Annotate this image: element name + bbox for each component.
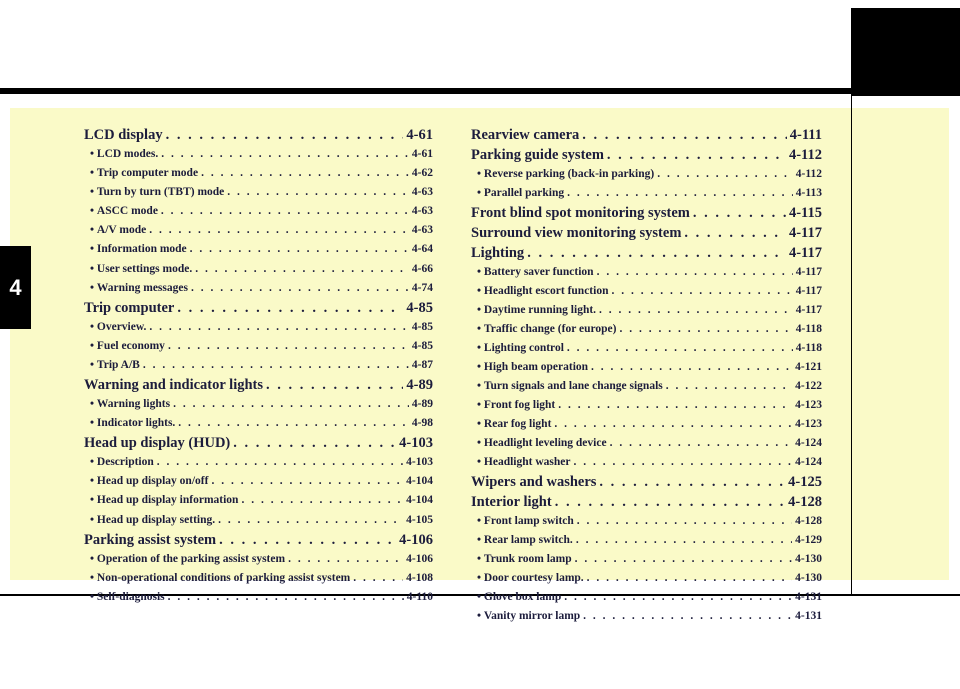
toc-entry-page: 4-118 bbox=[795, 342, 822, 354]
toc-entry-title: • Information mode bbox=[90, 240, 187, 259]
toc-dot-leader bbox=[657, 165, 793, 184]
toc-dot-leader bbox=[591, 358, 792, 377]
toc-entry-page: 4-117 bbox=[795, 285, 822, 297]
toc-entry-title: • Door courtesy lamp. bbox=[477, 569, 584, 588]
toc-entry-page: 4-61 bbox=[411, 148, 433, 160]
toc-entry-page: 4-66 bbox=[411, 262, 433, 275]
toc-subentry[interactable] bbox=[84, 260, 433, 279]
toc-entry-title: Wipers and washers bbox=[471, 474, 597, 490]
toc-section-entry[interactable] bbox=[84, 298, 433, 318]
toc-section-entry[interactable] bbox=[84, 125, 433, 145]
toc-subentry[interactable] bbox=[471, 434, 822, 453]
toc-entry-title: Head up display (HUD) bbox=[84, 435, 231, 452]
toc-subentry[interactable] bbox=[471, 453, 822, 472]
toc-dot-leader bbox=[233, 433, 396, 453]
toc-entry-title: • Trip computer mode bbox=[90, 164, 198, 183]
toc-dot-leader bbox=[599, 472, 785, 492]
toc-entry-page: 4-105 bbox=[406, 513, 433, 526]
toc-dot-leader bbox=[610, 434, 793, 453]
toc-dot-leader bbox=[157, 453, 403, 472]
toc-entry-page: 4-130 bbox=[795, 553, 822, 565]
toc-dot-leader bbox=[195, 260, 409, 279]
toc-subentry[interactable] bbox=[84, 318, 433, 337]
toc-dot-leader bbox=[575, 550, 792, 569]
toc-dot-leader bbox=[211, 472, 403, 491]
toc-dot-leader bbox=[576, 531, 792, 550]
toc-entry-page: 4-74 bbox=[411, 281, 433, 294]
toc-entry-title: • Headlight escort function bbox=[477, 282, 608, 301]
toc-entry-page: 4-117 bbox=[795, 304, 822, 316]
toc-entry-page: 4-124 bbox=[795, 456, 822, 468]
toc-entry-page: 4-113 bbox=[795, 187, 822, 199]
toc-subentry[interactable] bbox=[471, 512, 822, 531]
toc-subentry[interactable] bbox=[471, 184, 822, 203]
toc-entry-title: • Operation of the parking assist system bbox=[90, 550, 285, 569]
toc-dot-leader bbox=[611, 282, 792, 301]
toc-entry-title: • Traffic change (for europe) bbox=[477, 320, 616, 339]
toc-right-column bbox=[471, 125, 822, 626]
toc-section-entry[interactable] bbox=[471, 243, 822, 263]
toc-subentry[interactable] bbox=[84, 164, 433, 183]
toc-dot-leader bbox=[201, 164, 409, 183]
toc-entry-page: 4-85 bbox=[411, 339, 433, 352]
toc-entry-page: 4-98 bbox=[411, 417, 433, 430]
toc-entry-page: 4-129 bbox=[795, 534, 822, 546]
toc-entry-page: 4-123 bbox=[795, 399, 822, 411]
toc-dot-leader bbox=[599, 301, 793, 320]
toc-entry-title: • Turn by turn (TBT) mode bbox=[90, 183, 224, 202]
toc-dot-leader bbox=[619, 320, 792, 339]
toc-dot-leader bbox=[149, 318, 409, 337]
toc-section-entry[interactable] bbox=[471, 223, 822, 243]
toc-entry-page: 4-123 bbox=[795, 418, 822, 430]
toc-entry-page: 4-118 bbox=[795, 323, 822, 335]
toc-subentry[interactable] bbox=[471, 531, 822, 550]
toc-section-entry[interactable] bbox=[471, 492, 822, 512]
toc-entry-title: • Trip A/B bbox=[90, 356, 140, 375]
toc-subentry[interactable] bbox=[84, 588, 433, 607]
toc-dot-leader bbox=[190, 240, 409, 259]
toc-dot-leader bbox=[558, 396, 792, 415]
toc-entry-page: 4-87 bbox=[411, 358, 433, 371]
toc-entry-title: • Fuel economy bbox=[90, 337, 165, 356]
toc-subentry[interactable] bbox=[84, 453, 433, 472]
toc-subentry[interactable] bbox=[471, 301, 822, 320]
toc-subentry[interactable] bbox=[471, 282, 822, 301]
toc-dot-leader bbox=[583, 607, 792, 626]
toc-dot-leader bbox=[266, 375, 403, 395]
toc-dot-leader bbox=[168, 337, 409, 356]
toc-entry-title: • Headlight washer bbox=[477, 453, 570, 472]
toc-subentry[interactable] bbox=[84, 395, 433, 414]
toc-subentry[interactable] bbox=[471, 396, 822, 415]
toc-dot-leader bbox=[219, 530, 396, 550]
corner-tab-block bbox=[851, 8, 960, 96]
toc-entry-page: 4-104 bbox=[406, 494, 433, 507]
toc-dot-leader bbox=[161, 145, 409, 164]
toc-section-entry[interactable] bbox=[84, 375, 433, 395]
toc-dot-leader bbox=[693, 203, 786, 223]
toc-dot-leader bbox=[666, 377, 792, 396]
toc-subentry[interactable] bbox=[84, 337, 433, 356]
toc-entry-title: • Trunk room lamp bbox=[477, 550, 572, 569]
toc-subentry[interactable] bbox=[84, 221, 433, 240]
toc-entry-title: • Description bbox=[90, 453, 154, 472]
toc-section-entry[interactable] bbox=[84, 530, 433, 550]
toc-entry-page: 4-111 bbox=[789, 127, 822, 143]
toc-section-entry[interactable] bbox=[84, 433, 433, 453]
toc-section-entry[interactable] bbox=[471, 472, 822, 492]
toc-subentry[interactable] bbox=[84, 279, 433, 298]
toc-dot-leader bbox=[567, 339, 793, 358]
toc-entry-page: 4-106 bbox=[406, 552, 433, 565]
toc-subentry[interactable] bbox=[84, 511, 433, 530]
toc-dot-leader bbox=[577, 512, 792, 531]
toc-dot-leader bbox=[161, 202, 409, 221]
chapter-tab: 4 bbox=[0, 246, 31, 329]
toc-entry-title: • Head up display information bbox=[90, 491, 238, 510]
toc-entry-title: • Warning lights bbox=[90, 395, 170, 414]
toc-dot-leader bbox=[554, 415, 792, 434]
toc-entry-title: • ASCC mode bbox=[90, 202, 158, 221]
toc-dot-leader bbox=[573, 453, 792, 472]
toc-dot-leader bbox=[607, 145, 786, 165]
toc-entry-title: • Indicator lights. bbox=[90, 414, 175, 433]
toc-entry-title: • Parallel parking bbox=[477, 184, 564, 203]
toc-entry-page: 4-63 bbox=[411, 186, 433, 199]
toc-entry-title: • Rear fog light bbox=[477, 415, 551, 434]
toc-dot-leader bbox=[597, 263, 793, 282]
toc-entry-page: 4-85 bbox=[406, 299, 433, 316]
toc-entry-page: 4-128 bbox=[795, 515, 822, 527]
toc-dot-leader bbox=[241, 491, 403, 510]
toc-subentry[interactable] bbox=[471, 588, 822, 607]
toc-entry-page: 4-122 bbox=[795, 380, 822, 392]
toc-entry-title: Surround view monitoring system bbox=[471, 225, 682, 241]
toc-subentry[interactable] bbox=[471, 165, 822, 184]
toc-subentry[interactable] bbox=[471, 263, 822, 282]
toc-entry-title: • Reverse parking (back-in parking) bbox=[477, 165, 654, 184]
toc-dot-leader bbox=[173, 395, 409, 414]
toc-entry-title: • Turn signals and lane change signals bbox=[477, 377, 663, 396]
toc-entry-title: • A/V mode bbox=[90, 221, 146, 240]
toc-entry-title: Trip computer bbox=[84, 299, 175, 316]
toc-entry-title: • Rear lamp switch. bbox=[477, 531, 573, 550]
toc-entry-title: • Head up display on/off bbox=[90, 472, 208, 491]
toc-entry-title: • Front fog light bbox=[477, 396, 555, 415]
toc-entry-title: Parking guide system bbox=[471, 147, 604, 163]
toc-entry-page: 4-62 bbox=[411, 167, 433, 180]
toc-entry-page: 4-108 bbox=[406, 571, 433, 584]
toc-entry-page: 4-85 bbox=[411, 320, 433, 333]
toc-section-entry[interactable] bbox=[471, 203, 822, 223]
toc-dot-leader bbox=[353, 569, 403, 588]
toc-dot-leader bbox=[582, 125, 786, 145]
toc-entry-page: 4-130 bbox=[795, 572, 822, 584]
toc-subentry[interactable] bbox=[84, 145, 433, 164]
toc-entry-title: • Warning messages bbox=[90, 279, 188, 298]
toc-subentry[interactable] bbox=[84, 356, 433, 375]
toc-entry-title: • Self-diagnosis bbox=[90, 588, 165, 607]
toc-entry-page: 4-89 bbox=[411, 398, 433, 411]
toc-entry-title: • User settings mode. bbox=[90, 260, 192, 279]
toc-dot-leader bbox=[564, 588, 792, 607]
toc-entry-page: 4-103 bbox=[399, 435, 433, 452]
toc-left-column bbox=[84, 125, 433, 607]
toc-dot-leader bbox=[567, 184, 793, 203]
toc-entry-title: LCD display bbox=[84, 127, 163, 143]
toc-entry-title: • Lighting control bbox=[477, 339, 564, 358]
toc-entry-page: 4-115 bbox=[788, 205, 822, 221]
toc-entry-title: Rearview camera bbox=[471, 127, 580, 143]
toc-entry-title: • Front lamp switch bbox=[477, 512, 574, 531]
toc-subentry[interactable] bbox=[471, 339, 822, 358]
toc-entry-title: Interior light bbox=[471, 494, 552, 510]
toc-dot-leader bbox=[143, 356, 409, 375]
toc-entry-page: 4-131 bbox=[795, 610, 822, 622]
toc-entry-page: 4-112 bbox=[788, 147, 822, 163]
toc-section-entry[interactable] bbox=[471, 145, 822, 165]
toc-dot-leader bbox=[166, 125, 404, 145]
toc-dot-leader bbox=[587, 569, 792, 588]
toc-dot-leader bbox=[178, 414, 409, 433]
toc-entry-title: • Glove box lamp bbox=[477, 588, 561, 607]
toc-entry-page: 4-110 bbox=[406, 590, 433, 603]
toc-subentry[interactable] bbox=[471, 569, 822, 588]
toc-entry-page: 4-104 bbox=[406, 475, 433, 488]
toc-entry-page: 4-117 bbox=[788, 225, 822, 241]
toc-dot-leader bbox=[191, 279, 409, 298]
toc-entry-page: 4-117 bbox=[788, 245, 822, 261]
toc-entry-page: 4-63 bbox=[411, 205, 433, 218]
header-rule bbox=[0, 88, 960, 94]
toc-subentry[interactable] bbox=[84, 472, 433, 491]
toc-dot-leader bbox=[288, 550, 403, 569]
toc-entry-page: 4-124 bbox=[795, 437, 822, 449]
toc-entry-title: • Vanity mirror lamp bbox=[477, 607, 580, 626]
toc-section-entry[interactable] bbox=[471, 125, 822, 145]
toc-entry-page: 4-112 bbox=[795, 168, 822, 180]
toc-entry-title: • Battery saver function bbox=[477, 263, 594, 282]
toc-entry-title: Warning and indicator lights bbox=[84, 377, 264, 394]
toc-subentry[interactable] bbox=[84, 240, 433, 259]
toc-entry-title: Lighting bbox=[471, 245, 525, 261]
toc-dot-leader bbox=[527, 243, 786, 263]
toc-entry-page: 4-64 bbox=[411, 243, 433, 256]
toc-dot-leader bbox=[177, 298, 403, 318]
toc-entry-page: 4-89 bbox=[406, 377, 433, 394]
toc-subentry[interactable] bbox=[471, 320, 822, 339]
toc-dot-leader bbox=[227, 183, 409, 202]
toc-dot-leader bbox=[555, 492, 785, 512]
toc-dot-leader bbox=[218, 511, 403, 530]
toc-subentry[interactable] bbox=[84, 569, 433, 588]
toc-subentry[interactable] bbox=[84, 414, 433, 433]
toc-entry-title: • Headlight leveling device bbox=[477, 434, 607, 453]
toc-entry-title: • Non-operational conditions of parking assist system bbox=[90, 569, 350, 588]
toc-entry-page: 4-125 bbox=[788, 474, 822, 490]
toc-subentry[interactable] bbox=[471, 607, 822, 626]
toc-entry-page: 4-128 bbox=[788, 494, 822, 510]
toc-entry-page: 4-121 bbox=[795, 361, 822, 373]
toc-subentry[interactable] bbox=[84, 183, 433, 202]
toc-subentry[interactable] bbox=[471, 377, 822, 396]
toc-entry-title: • LCD modes. bbox=[90, 145, 158, 164]
toc-dot-leader bbox=[684, 223, 786, 243]
toc-subentry[interactable] bbox=[84, 550, 433, 569]
toc-entry-title: • Overview. bbox=[90, 318, 146, 337]
toc-subentry[interactable] bbox=[84, 202, 433, 221]
toc-entry-page: 4-131 bbox=[795, 591, 822, 603]
toc-entry-title: • Daytime running light. bbox=[477, 301, 596, 320]
toc-subentry[interactable] bbox=[471, 358, 822, 377]
toc-entry-title: • High beam operation bbox=[477, 358, 588, 377]
toc-dot-leader bbox=[149, 221, 409, 240]
toc-entry-title: Parking assist system bbox=[84, 531, 217, 548]
toc-dot-leader bbox=[168, 588, 404, 607]
toc-entry-title: • Head up display setting. bbox=[90, 511, 215, 530]
toc-subentry[interactable] bbox=[84, 491, 433, 510]
margin-rule bbox=[851, 96, 852, 594]
toc-entry-page: 4-117 bbox=[795, 266, 822, 278]
toc-entry-page: 4-103 bbox=[406, 456, 433, 469]
toc-entry-page: 4-61 bbox=[406, 127, 433, 143]
toc-subentry[interactable] bbox=[471, 415, 822, 434]
toc-entry-page: 4-63 bbox=[411, 224, 433, 237]
toc-entry-page: 4-106 bbox=[399, 531, 433, 548]
toc-subentry[interactable] bbox=[471, 550, 822, 569]
toc-entry-title: Front blind spot monitoring system bbox=[471, 205, 690, 221]
